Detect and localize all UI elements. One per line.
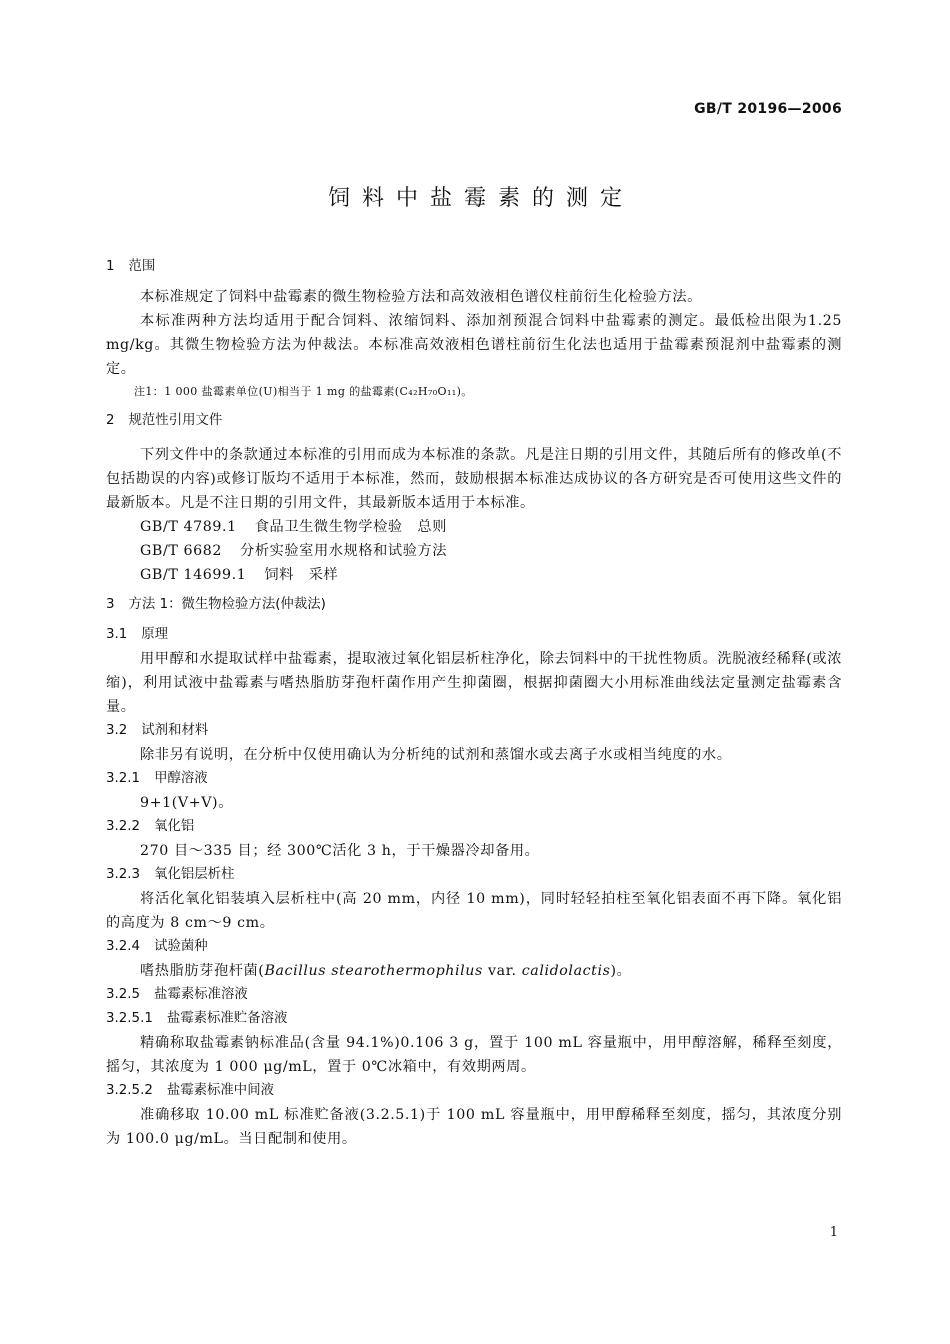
standard-number: GB/T 20196—2006 xyxy=(694,101,842,117)
paragraph: 精确称取盐霉素钠标准品(含量 94.1%)0.106 3 g，置于 100 mL 容量瓶中，用甲醇溶解，稀释至刻度，摇匀，其浓度为 1 000 μg/mL，置于 0℃冰箱中，有效期两周。 xyxy=(106,1035,842,1075)
subsection-heading: 3.2.5 盐霉素标准溶液 xyxy=(106,987,248,1002)
paragraph: 用甲醇和水提取试样中盐霉素，提取液过氧化铝层析柱净化，除去饲料中的干扰性物质。洗脱液经稀释(或浓缩)，利用试液中盐霉素与嗜热脂肪芽孢杆菌作用产生抑菌圈，根据抑菌圈大小用标准曲线法定量测定盐霉素含量。 xyxy=(106,651,842,715)
paragraph: 本标准规定了饲料中盐霉素的微生物检验方法和高效液相色谱仪柱前衍生化检验方法。 xyxy=(140,289,702,305)
paragraph: 下列文件中的条款通过本标准的引用而成为本标准的条款。凡是注日期的引用文件，其随后所有的修改单(不包括勘误的内容)或修订版均不适用于本标准，然而，鼓励根据本标准达成协议的各方研究是否可使用这些文件的最新版本。凡是不注日期的引用文件，其最新版本适用于本标准。 xyxy=(106,447,842,511)
section-heading: 1 范围 xyxy=(106,259,156,274)
reference-item: GB/T 14699.1 饲料 采样 xyxy=(140,567,339,583)
document-body xyxy=(106,255,842,1151)
reference-item: GB/T 4789.1 食品卫生微生物学检验 总则 xyxy=(140,519,448,535)
subsection-heading: 3.2 试剂和材料 xyxy=(106,723,209,738)
document-title: 饲料中盐霉素的测定 xyxy=(327,186,634,211)
paragraph: 本标准两种方法均适用于配合饲料、浓缩饲料、添加剂预混合饲料中盐霉素的测定。最低检出限为1.25 mg/kg。其微生物检验方法为仲裁法。本标准高效液相色谱柱前衍生化法也适用于盐霉素预混剂中盐霉素的测定。 xyxy=(106,313,842,377)
subsection-heading: 3.2.4 试验菌种 xyxy=(106,939,208,954)
subsection-heading: 3.2.1 甲醇溶液 xyxy=(106,771,208,786)
paragraph: 将活化氧化铝装填入层析柱中(高 20 mm，内径 10 mm)，同时轻轻拍柱至氧化铝表面不再下降。氧化铝的高度为 8 cm～9 cm。 xyxy=(106,891,842,931)
page-number: 1 xyxy=(829,1225,838,1240)
reference-item: GB/T 6682 分析实验室用水规格和试验方法 xyxy=(140,543,448,559)
section-heading: 3 方法 1：微生物检验方法(仲裁法) xyxy=(106,597,326,612)
subsection-heading: 3.1 原理 xyxy=(106,627,169,642)
subsection-heading: 3.2.5.2 盐霉素标准中间液 xyxy=(106,1083,274,1098)
subsection-heading: 3.2.2 氧化铝 xyxy=(106,819,195,834)
note: 注1：1 000 盐霉素单位(U)相当于 1 mg 的盐霉素(C₄₂H₇₀O₁₁)。 xyxy=(134,385,473,398)
paragraph: 嗜热脂肪芽孢杆菌(Bacillus stearothermophilus var. calidolactis)。 xyxy=(140,963,632,979)
paragraph: 270 目～335 目；经 300℃活化 3 h，于干燥器冷却备用。 xyxy=(140,843,540,859)
subsection-heading: 3.2.3 氧化铝层析柱 xyxy=(106,867,235,882)
paragraph: 准确移取 10.00 mL 标准贮备液(3.2.5.1)于 100 mL 容量瓶中，用甲醇稀释至刻度，摇匀，其浓度分别为 100.0 μg/mL。当日配制和使用。 xyxy=(106,1107,842,1147)
paragraph: 9+1(V+V)。 xyxy=(140,795,233,811)
subsection-heading: 3.2.5.1 盐霉素标准贮备溶液 xyxy=(106,1011,288,1026)
section-heading: 2 规范性引用文件 xyxy=(106,413,223,428)
paragraph: 除非另有说明，在分析中仅使用确认为分析纯的试剂和蒸馏水或去离子水或相当纯度的水。 xyxy=(140,747,732,763)
